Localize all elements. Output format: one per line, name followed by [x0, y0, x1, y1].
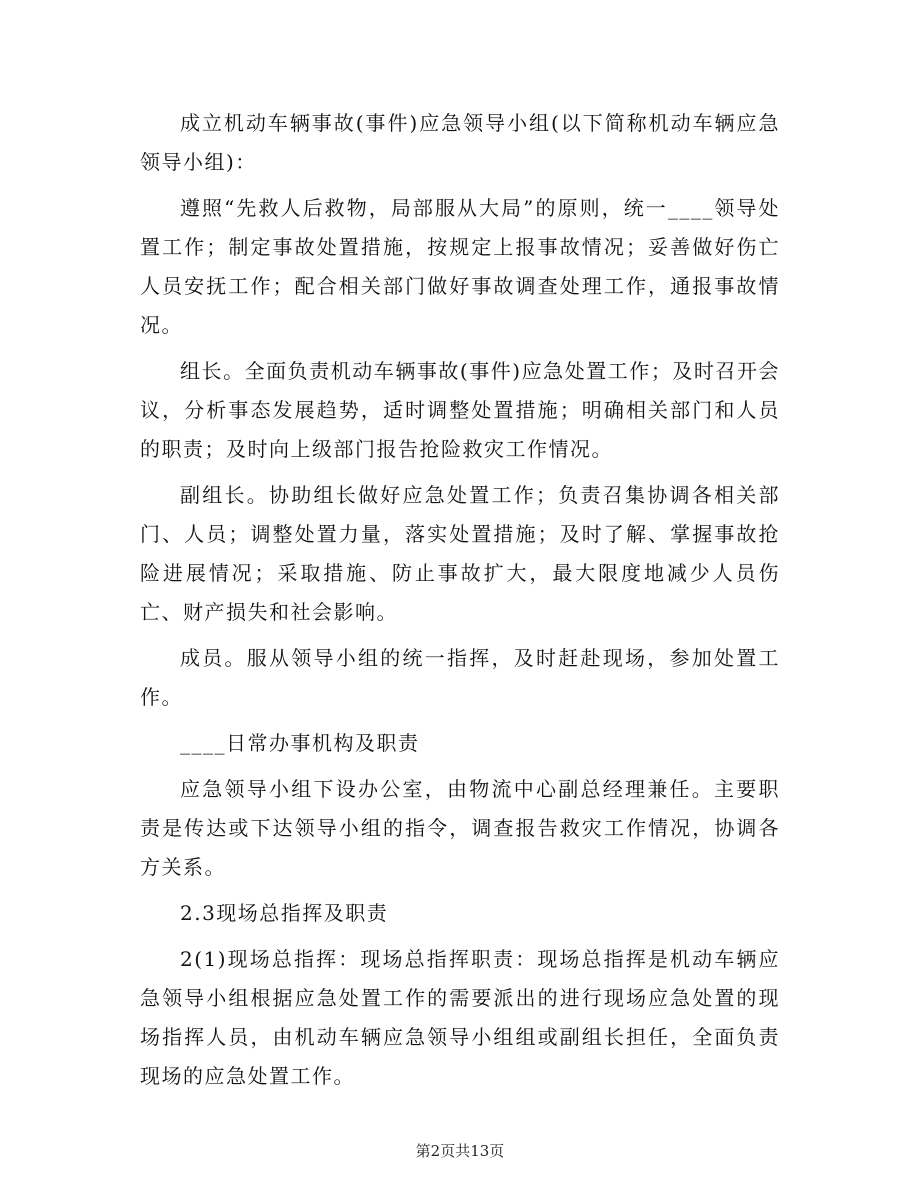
paragraph-members: 成员。服从领导小组的统一指挥，及时赶赴现场，参加处置工作。	[140, 646, 780, 709]
page-number-footer: 第2页共13页	[415, 1142, 505, 1160]
paragraph-office-duties: 应急领导小组下设办公室，由物流中心副总经理兼任。主要职责是传达或下达领导小组的指令，调查报告救灾工作情况，协调各方关系。	[140, 777, 780, 879]
paragraph-deputy-leader: 副组长。协助组长做好应急处置工作；负责召集协调各相关部门、人员；调整处置力量，落实处置措施；及时了解、掌握事故抢险进展情况；采取措施、防止事故扩大，最大限度地减少人员伤亡、财产损失和社会影响。	[140, 483, 780, 624]
paragraph-site-commander: 2(1)现场总指挥：现场总指挥职责：现场总指挥是机动车辆应急领导小组根据应急处置工作的需要派出的进行现场应急处置的现场指挥人员，由机动车辆应急领导小组组或副组长担任，全面负责现场的应急处置工作。	[140, 947, 780, 1088]
paragraph-leadership-group: 成立机动车辆事故(事件)应急领导小组(以下简称机动车辆应急领导小组)：	[140, 111, 780, 174]
paragraph-section-2-3-heading: 2.3现场总指挥及职责	[180, 901, 389, 925]
paragraph-daily-office-heading: ____日常办事机构及职责	[180, 731, 420, 755]
document-body	[140, 104, 780, 1096]
paragraph-group-leader: 组长。全面负责机动车辆事故(事件)应急处置工作；及时召开会议，分析事态发展趋势，适时调整处置措施；明确相关部门和人员的职责；及时向上级部门报告抢险救灾工作情况。	[140, 359, 780, 461]
paragraph-principles: 遵照“先救人后救物，局部服从大局”的原则，统一____领导处置工作；制定事故处置措施，按规定上报事故情况；妥善做好伤亡人员安抚工作；配合相关部门做好事故调查处理工作，通报事故情况。	[140, 196, 780, 337]
